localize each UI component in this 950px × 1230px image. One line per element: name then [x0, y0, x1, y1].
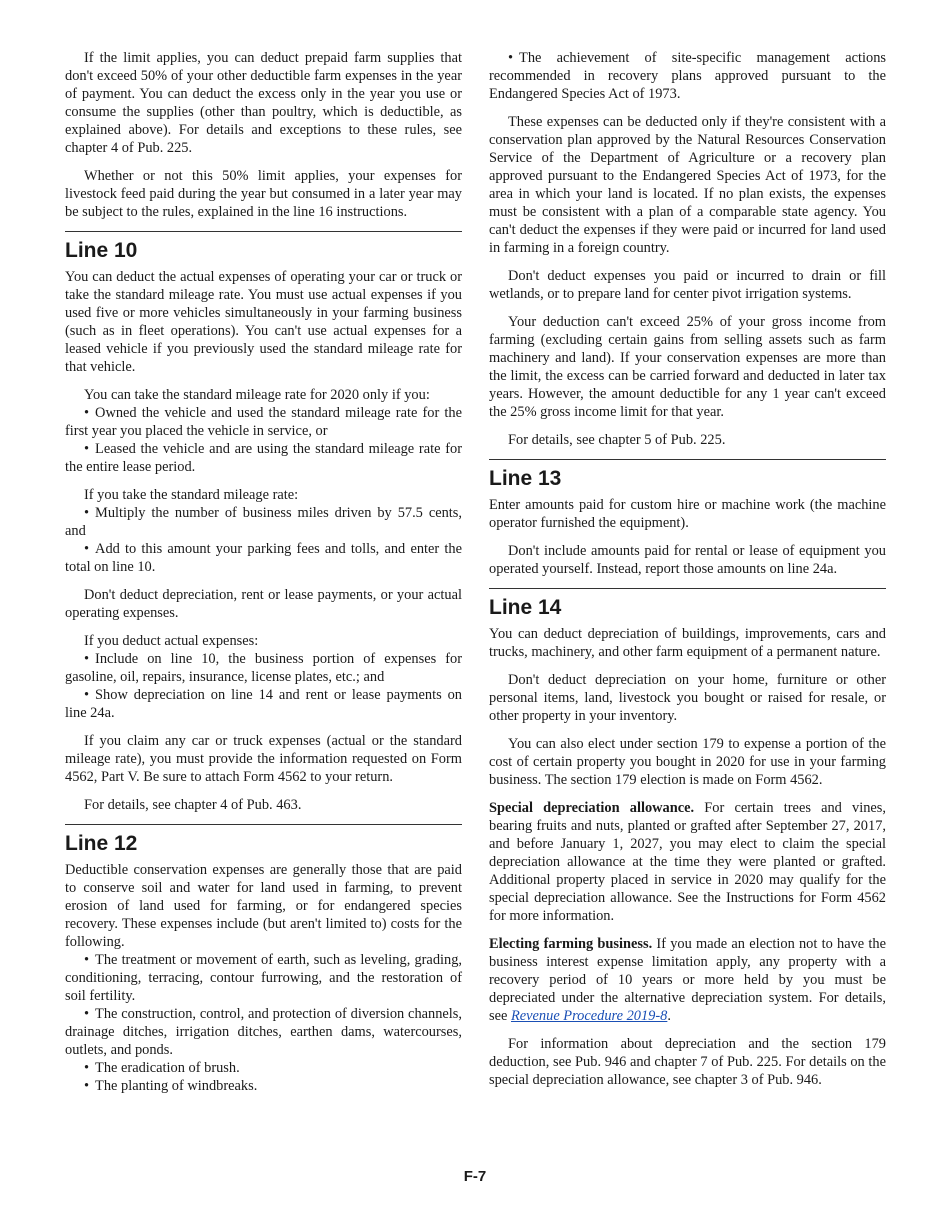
- bullet-item: • Include on line 10, the business portion of expenses for gasoline, oil, repairs, insurance, license plates, etc.; and: [65, 650, 462, 686]
- paragraph: If the limit applies, you can deduct prepaid farm supplies that don't exceed 50% of your other deductible farm expenses in the year of payment. You can deduct the excess only in the year you use or consume the supplies (other than poultry, which is deductible, as explained above). For details and exceptions to these rules, see chapter 4 of Pub. 225.: [65, 50, 462, 156]
- run-in-heading: Special depreciation allowance.: [489, 800, 695, 816]
- paragraph: These expenses can be deducted only if they're consistent with a conservation plan approved by the Natural Resources Conservation Service of the Department of Agriculture or a recovery plan approved pursuant to the Endangered Species Act of 1973, for the area in which your land is located. If no plan exists, the expenses must be consistent with a plan of a comparable state agency. You can't deduct the expenses if they were paid or incurred for land used in farming in a foreign country.: [489, 114, 886, 256]
- section-heading-line-10: Line 10: [65, 239, 138, 262]
- paragraph: For details, see chapter 4 of Pub. 463.: [84, 797, 302, 813]
- paragraph: You can also elect under section 179 to expense a portion of the cost of certain property you bought in 2020 for use in your farming business. The section 179 election is made on Form 4562.: [489, 736, 886, 788]
- paragraph-body: If you made an election not to have the business interest expense limitation apply, any property with a recovery period of 10 years or more held by you must be depreciated under the alternative depreciation system. For details, see: [489, 936, 886, 1024]
- bullet-item: • Owned the vehicle and used the standard mileage rate for the first year you placed the vehicle in service, or: [65, 404, 462, 440]
- bullet-item: • Leased the vehicle and are using the standard mileage rate for the entire lease period.: [65, 440, 462, 476]
- paragraph: [489, 799, 886, 925]
- run-in-heading: Electing farming business.: [489, 936, 653, 952]
- section-heading-line-12: Line 12: [65, 832, 138, 855]
- bullet-item: • Show depreciation on line 14 and rent or lease payments on line 24a.: [65, 686, 462, 722]
- bullet-item: • The treatment or movement of earth, such as leveling, grading, conditioning, terracing, contour furrowing, and the restoration of soil fertility.: [65, 951, 462, 1005]
- bullet-item: • The construction, control, and protection of diversion channels, drainage ditches, irrigation ditches, earthen dams, watercourses, outlets, and ponds.: [65, 1005, 462, 1059]
- section-heading-line-14: Line 14: [489, 596, 562, 619]
- revenue-procedure-link[interactable]: Revenue Procedure 2019-8: [510, 1008, 668, 1024]
- section-heading-line-13: Line 13: [489, 467, 562, 490]
- paragraph: Don't deduct depreciation on your home, furniture or other personal items, land, livestock you bought or raised for resale, or other property in your inventory.: [489, 672, 886, 724]
- paragraph: [489, 935, 886, 1025]
- paragraph: For details, see chapter 5 of Pub. 225.: [508, 432, 726, 448]
- bullet-item: • The planting of windbreaks.: [65, 1077, 462, 1095]
- bullet-item: • Multiply the number of business miles driven by 57.5 cents, and: [65, 504, 462, 540]
- section-divider: [65, 231, 462, 232]
- paragraph: Enter amounts paid for custom hire or machine work (the machine operator furnished the equipment).: [489, 497, 886, 531]
- right-column: [489, 49, 886, 1089]
- section-divider: [489, 459, 886, 460]
- paragraph: You can deduct depreciation of buildings, improvements, cars and trucks, machinery, and other farm equipment of a permanent nature.: [489, 626, 886, 660]
- paragraph: If you claim any car or truck expenses (actual or the standard mileage rate), you must provide the information requested on Form 4562, Part V. Be sure to attach Form 4562 to your return.: [65, 733, 462, 785]
- paragraph: Whether or not this 50% limit applies, your expenses for livestock feed paid during the year but consumed in a later year may be subject to the rules, explained in the line 16 instructions.: [65, 168, 462, 220]
- paragraph: Your deduction can't exceed 25% of your gross income from farming (excluding certain gains from selling assets such as farm machinery and land). If your conservation expenses are more than the limit, the excess can be carried forward and deducted in later tax years. However, the amount deductible for any 1 year can't exceed the 25% gross income limit for that year.: [489, 314, 886, 420]
- paragraph: Don't deduct depreciation, rent or lease payments, or your actual operating expenses.: [65, 587, 462, 621]
- page-number: F-7: [463, 1168, 487, 1185]
- paragraph: If you deduct actual expenses:: [84, 633, 259, 649]
- left-column: [65, 49, 462, 1095]
- paragraph-body: For certain trees and vines, bearing fruits and nuts, planted or grafted after September 27, 2017, and before January 1, 2027, you may elect to claim the special depreciation allowance at the time they were planted or grafted. Additional property placed in service in 2020 may qualify for the special depreciation allowance. See the Instructions for Form 4562 for more information.: [489, 800, 887, 924]
- paragraph: If you take the standard mileage rate:: [84, 487, 299, 503]
- paragraph: Don't deduct expenses you paid or incurred to drain or fill wetlands, or to prepare land for center pivot irrigation systems.: [489, 268, 886, 302]
- bullet-item: • The achievement of site-specific management actions recommended in recovery plans approved pursuant to the Endangered Species Act of 1973.: [489, 49, 886, 103]
- paragraph-end: .: [667, 1008, 671, 1024]
- paragraph: You can deduct the actual expenses of operating your car or truck or take the standard mileage rate. You must use actual expenses if you used five or more vehicles simultaneously in your farming business (such as in fleet operations). You can't use actual expenses for a leased vehicle if you previously used the standard mileage rate for that vehicle.: [65, 269, 462, 375]
- bullet-item: • Add to this amount your parking fees and tolls, and enter the total on line 10.: [65, 540, 462, 576]
- bullet-item: • The eradication of brush.: [65, 1059, 462, 1077]
- section-divider: [489, 588, 886, 589]
- section-divider: [65, 824, 462, 825]
- paragraph: You can take the standard mileage rate for 2020 only if you:: [84, 387, 430, 403]
- paragraph: Don't include amounts paid for rental or lease of equipment you operated yourself. Instead, report those amounts on line 24a.: [489, 543, 886, 577]
- paragraph: For information about depreciation and the section 179 deduction, see Pub. 946 and chapter 7 of Pub. 225. For details on the special depreciation allowance, see chapter 3 of Pub. 946.: [489, 1036, 886, 1088]
- paragraph: Deductible conservation expenses are generally those that are paid to conserve soil and water for land used in farming, to prevent erosion of land used for farming, or for endangered species recovery. These expenses include (but aren't limited to) costs for the following.: [65, 862, 462, 950]
